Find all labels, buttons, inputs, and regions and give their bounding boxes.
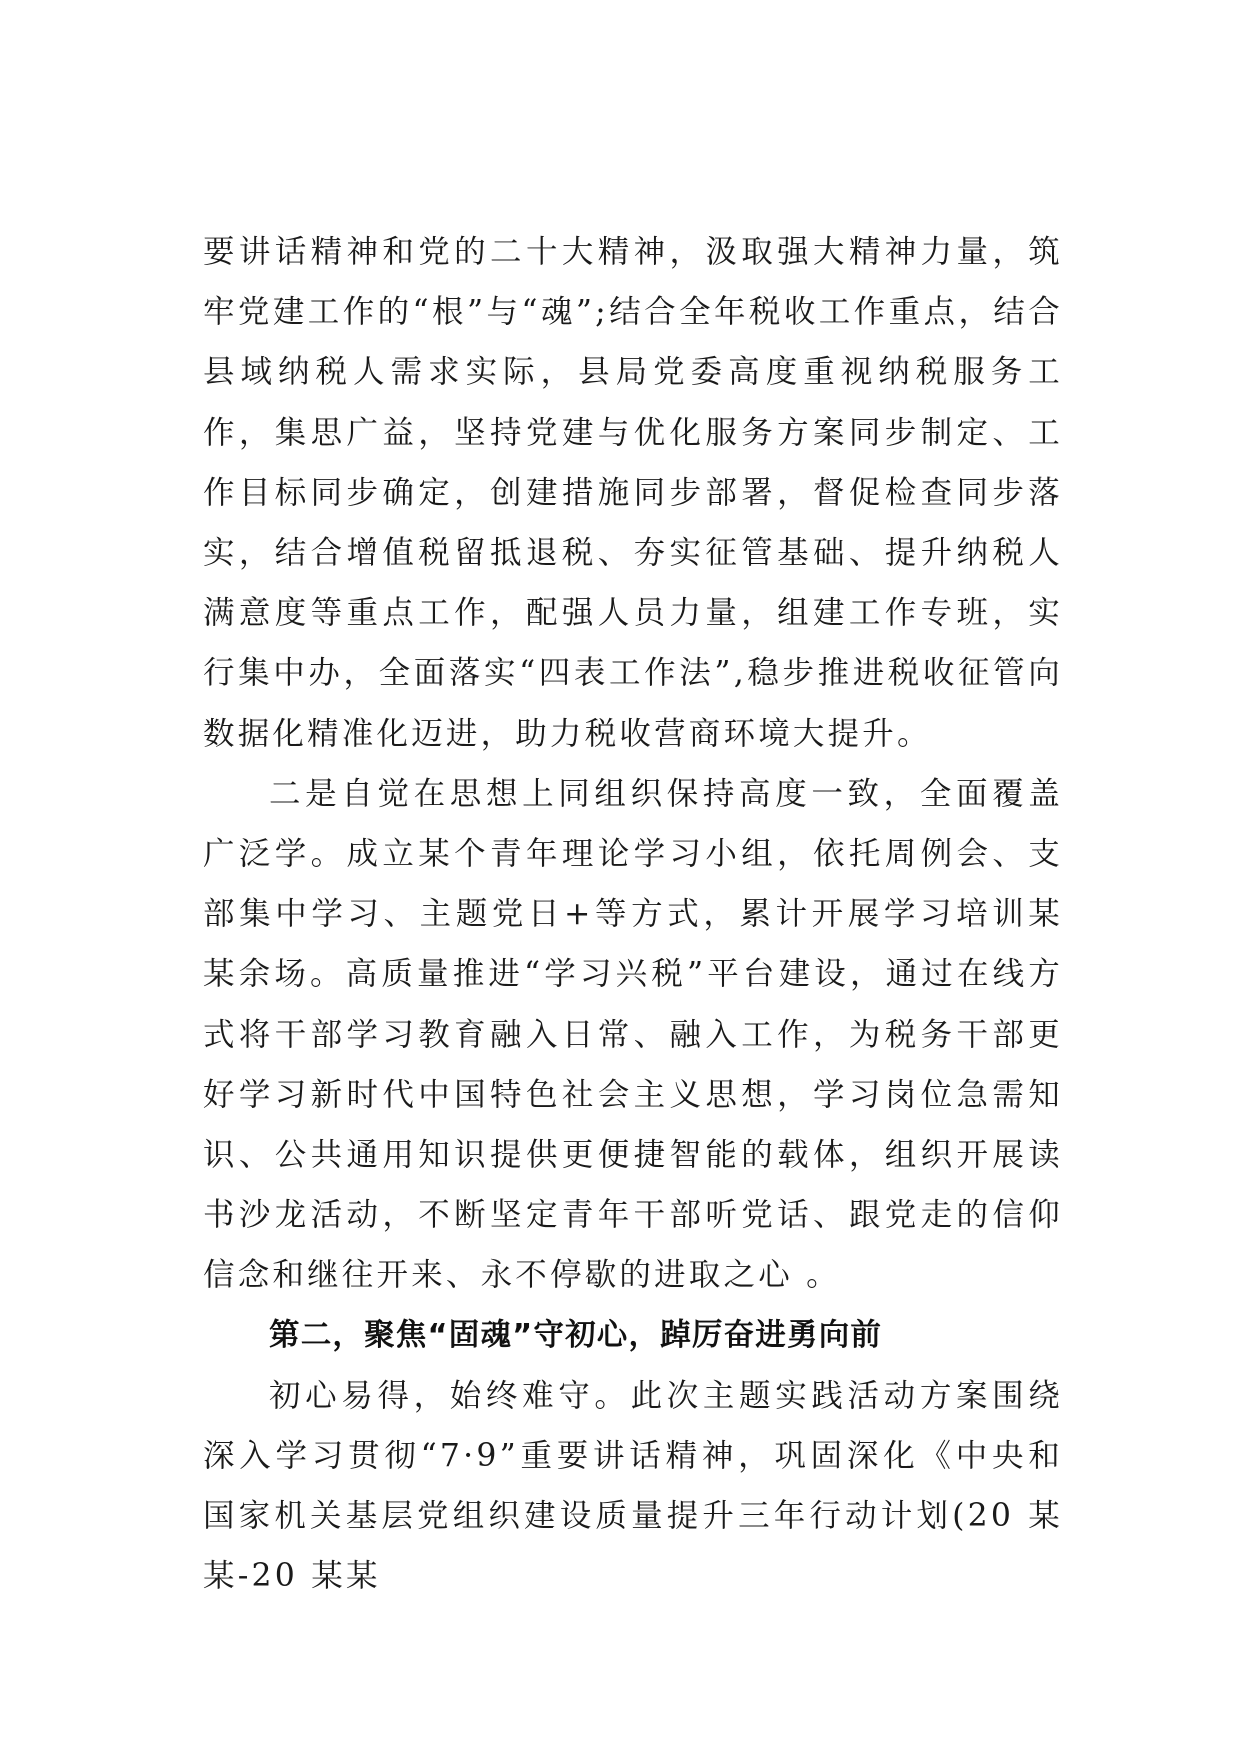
paragraph-second-point: 二是自觉在思想上同组织保持高度一致，全面覆盖广泛学。成立某个青年理论学习小组，依托周例会、支部集中学习、主题党日+等方式，累计开展学习培训某某余场。高质量推进“学习兴税”平台建设，通过在线方式将干部学习教育融入日常、融入工作，为税务干部更好学习新时代中国特色社会主义思想，学习岗位急需知识、公共通用知识提供更便捷智能的载体，组织开展读书沙龙活动，不断坚定青年干部听党话、跟党走的信仰信念和继往开来、永不停歇的进取之心 。: [203, 775, 1063, 1294]
paragraph-section-intro: 初心易得，始终难守。此次主题实践活动方案围绕深入学习贯彻“7·9”重要讲话精神，巩固深化《中央和国家机关基层党组织建设质量提升三年行动计划(20 某某-20 某某: [203, 1377, 1063, 1595]
paragraph-continued: 要讲话精神和党的二十大精神，汲取强大精神力量，筑牢党建工作的“根”与“魂”;结合全年税收工作重点，结合县域纳税人需求实际，县局党委高度重视纳税服务工作，集思广益，坚持党建与优化服务方案同步制定、工作目标同步确定，创建措施同步部署，督促检查同步落实，结合增值税留抵退税、夯实征管基础、提升纳税人满意度等重点工作，配强人员力量，组建工作专班，实行集中办，全面落实“四表工作法”,稳步推进税收征管向数据化精准化迈进，助力税收营商环境大提升。: [203, 234, 1063, 752]
section-heading: 第二，聚焦“固魂”守初心，踔厉奋进勇向前: [269, 1317, 883, 1353]
document-body: [203, 222, 1063, 1607]
